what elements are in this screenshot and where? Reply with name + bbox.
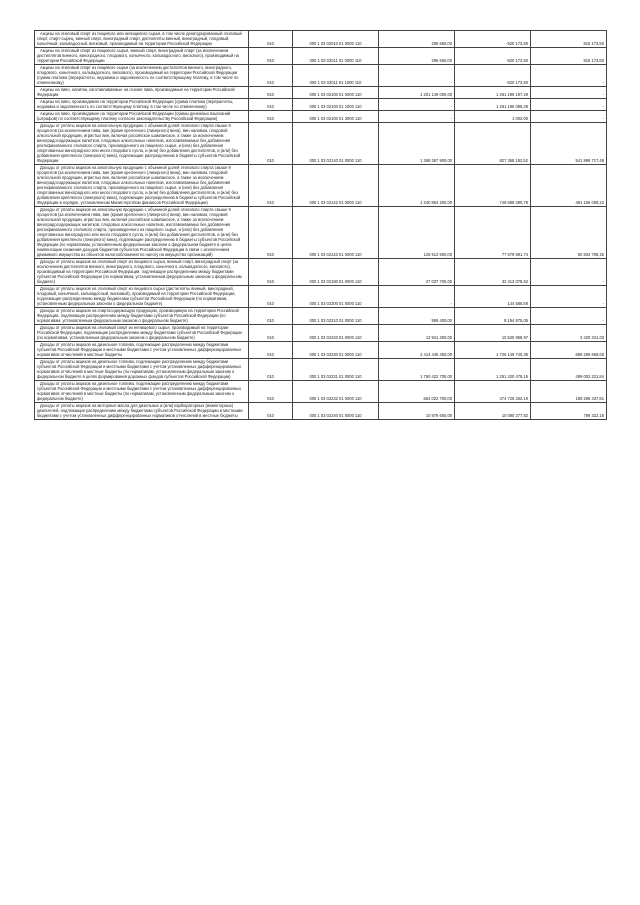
approved-amount-cell: 959 400,00	[379, 308, 455, 325]
indicator-name-cell: Доходы от уплаты акцизов на этиловый спирт из пищевого сырья (дистилляты винный, виноградный, плодовый, коньячный, кальвадосный, висковый), производимый на территории Российской Федерации, подлежащие распределению между бюджетами субъектов Российской Федерации (по нормативам, установленным федеральным законом о федеральном бюджете)	[35, 286, 249, 308]
unexecuted-amount-cell: -	[531, 259, 607, 286]
table-row	[35, 308, 607, 325]
executed-amount-cell: 749 688 290,78	[455, 165, 531, 207]
unexecuted-amount-cell: -	[531, 99, 607, 111]
executed-amount-cell: -520 173,50	[455, 65, 531, 87]
indicator-name-cell: Доходы от уплаты акцизов на этиловый спирт из пищевого сырья, винный спирт, виноградный спирт (за исключением дистиллятов винного, виноградного, плодового, коньячного, кальвадосного, вискового), производимый на территории Российской Федерации, подлежащие распределению между бюджетами субъектов Российской Федерации (по нормативам, установленным федеральным законом о федеральном бюджете)	[35, 259, 249, 286]
budget-code-cell: 000 1 03 02011 01 0000 110	[293, 48, 379, 65]
indicator-name-cell: Акцизы на этиловый спирт из пищевого или непищевого сырья, в том числе денатурированный этиловый спирт, спирт-сырец, винный спирт, виноградный спирт, дистилляты винный, виноградный, плодовый, коньячный, кальвадосный, висковый, производимый на территории Российской Федерации	[35, 31, 249, 48]
table-row	[35, 165, 607, 207]
executed-amount-cell: 144 586,58	[455, 286, 531, 308]
approved-amount-cell: 1 201 149 000,00	[379, 87, 455, 99]
indicator-name-cell: Доходы от уплаты акцизов на моторные масла для дизельных и (или) карбюраторных (инжекторных) двигателей, подлежащие распределению между бюджетами субъектов Российской Федерации и местными бюджетами с учетом установленных дифференцированных нормативов отчислений в местные бюджеты	[35, 403, 249, 420]
budget-code-cell: 000 1 03 02231 01 0000 110	[293, 359, 379, 381]
executed-amount-cell: -520 173,50	[455, 48, 531, 65]
budget-code-cell: 000 1 03 02100 01 0000 110	[293, 87, 379, 99]
unexecuted-amount-cell: 499 002 221,84	[531, 359, 607, 381]
executed-amount-cell: 1 002,00	[455, 111, 531, 123]
table-row	[35, 65, 607, 87]
line-code-cell: 010	[249, 286, 293, 308]
approved-amount-cell: -	[379, 111, 455, 123]
unexecuted-amount-cell: 50 833 708,26	[531, 207, 607, 259]
budget-code-cell: 000 1 03 02190 01 0000 110	[293, 259, 379, 286]
executed-amount-cell: 1 251 420 478,16	[455, 359, 531, 381]
line-code-cell: 010	[249, 259, 293, 286]
line-code-cell: 010	[249, 359, 293, 381]
indicator-name-cell: Акцизы на пиво, напитки, изготавливаемые на основе пива, производимые на территории Российской Федерации	[35, 87, 249, 99]
budget-code-cell: 000 1 03 02142 01 0000 110	[293, 165, 379, 207]
table-row	[35, 111, 607, 123]
indicator-name-cell: Акцизы на этиловый спирт из пищевого сырья (за исключением дистиллятов винного, виноградного, плодового, коньячного, кальвадосного, вискового), производимый на территории Российской Федерации (сумма платежа (перерасчеты, недоимка и задолженность по соответствующему платежу, в том числе по отмененному)	[35, 65, 249, 87]
line-code-cell: 010	[249, 65, 293, 87]
approved-amount-cell: 664 022 700,00	[379, 381, 455, 403]
line-code-cell: 010	[249, 308, 293, 325]
table-row	[35, 48, 607, 65]
budget-code-cell: 000 1 03 02140 01 0000 110	[293, 123, 379, 165]
executed-amount-cell: 1 261 196 095,29	[455, 99, 531, 111]
line-code-cell: 010	[249, 325, 293, 342]
executed-amount-cell: 474 726 262,19	[455, 381, 531, 403]
unexecuted-amount-cell: -	[531, 65, 607, 87]
unexecuted-amount-cell: 688 298 659,65	[531, 342, 607, 359]
line-code-cell: 010	[249, 99, 293, 111]
table-row	[35, 99, 607, 111]
indicator-name-cell: Доходы от уплаты акцизов на алкогольную продукцию с объемной долей этилового спирта свыше 9 процентов (за исключением пива, вин (кроме крепленого (ликерного) вина), вин наливом, плодовой алкогольной продукции, игристых вин, включая российское шампанское, а также за исключением виноградосодержащих напитков, плодовых алкогольных напитков, изготавливаемых без добавления ректификованного этилового спирта, произведенного из пищевого сырья, и (или) без добавления спиртованных виноградного или иного плодового сусла, и (или) без добавления дистиллятов, и (или) без добавления крепленого (ликерного) вина), подлежащие распределению в бюджеты субъектов Российской Федерации (по нормативам, установленным федеральным законом о федеральном бюджете в целях компенсации снижения доходов бюджетов субъектов Российской Федерации в связи с исключением движимого имущества из объектов налогообложения по налогу на имущество организаций)	[35, 207, 249, 259]
indicator-name-cell: Акцизы на пиво, производимое на территории Российской Федерации (суммы денежных взысканий (штрафов) по соответствующему платежу согласно законодательству Российской Федерации)	[35, 111, 249, 123]
executed-amount-cell: 10 520 958,97	[455, 325, 531, 342]
unexecuted-amount-cell: 815 173,50	[531, 48, 607, 65]
approved-amount-cell: -	[379, 99, 455, 111]
indicator-name-cell: Акцизы на этиловый спирт из пищевого сырья, винный спирт, виноградный спирт (за исключением дистиллятов винного, виноградного, плодового, коньячного, кальвадосного, вискового), производимый на территории Российской Федерации	[35, 48, 249, 65]
line-code-cell: 010	[249, 342, 293, 359]
executed-amount-cell: 10 080 277,82	[455, 403, 531, 420]
approved-amount-cell: 27 037 700,00	[379, 259, 455, 286]
indicator-name-cell: Доходы от уплаты акцизов на спиртосодержащую продукцию, производимую на территории Российской Федерации, подлежащие распределению между бюджетами субъектов Российской Федерации (по нормативам, установленным федеральным законом о федеральном бюджете)	[35, 308, 249, 325]
table-row	[35, 123, 607, 165]
approved-amount-cell: 1 750 422 700,00	[379, 359, 455, 381]
revenue-table	[34, 30, 607, 420]
executed-amount-cell: 77 679 891,74	[455, 207, 531, 259]
line-code-cell: 010	[249, 165, 293, 207]
report-page	[34, 30, 606, 420]
unexecuted-amount-cell: 491 166 009,22	[531, 165, 607, 207]
table-row	[35, 259, 607, 286]
executed-amount-cell: 32 413 078,62	[455, 259, 531, 286]
approved-amount-cell: 1 240 854 200,00	[379, 165, 455, 207]
table-row	[35, 359, 607, 381]
unexecuted-amount-cell: 541 999 717,48	[531, 123, 607, 165]
line-code-cell: 010	[249, 48, 293, 65]
budget-code-cell: 000 1 03 02100 01 3000 110	[293, 111, 379, 123]
table-row	[35, 381, 607, 403]
approved-amount-cell: -	[379, 65, 455, 87]
indicator-name-cell: Доходы от уплаты акцизов на алкогольную продукцию с объемной долей этилового спирта свыше 9 процентов (за исключением пива, вин (кроме крепленого (ликерного) вина), вин наливом, плодовой алкогольной продукции, игристых вин, включая российское шампанское, а также за исключением виноградосодержащих напитков, плодовых алкогольных напитков, изготавливаемых без добавления ректификованного этилового спирта, произведенного из пищевого сырья, и (или) без добавления спиртованных виноградного или иного плодового сусла, и (или) без добавления дистиллятов, и (или) без добавления крепленого (ликерного) вина), подлежащие распределению в бюджеты субъектов Российской Федерации в порядке, установленном Министерством финансов Российской Федерации)	[35, 165, 249, 207]
budget-code-cell: 000 1 03 02220 01 0000 110	[293, 325, 379, 342]
executed-amount-cell: 8 194 875,05	[455, 308, 531, 325]
budget-code-cell: 000 1 03 02230 01 0000 110	[293, 342, 379, 359]
unexecuted-amount-cell: 189 296 437,81	[531, 381, 607, 403]
approved-amount-cell: 10 879 600,00	[379, 403, 455, 420]
table-row	[35, 325, 607, 342]
unexecuted-amount-cell: 3 420 341,03	[531, 325, 607, 342]
budget-code-cell: 000 1 03 02200 01 0000 110	[293, 286, 379, 308]
budget-code-cell: 000 1 03 02143 01 0000 110	[293, 207, 379, 259]
indicator-name-cell: Доходы от уплаты акцизов на этиловый спирт из непищевого сырья, производимый на территории Российской Федерации, подлежащие распределению между бюджетами субъектов Российской Федерации (по нормативам, установленным федеральным законом о федеральном бюджете)	[35, 325, 249, 342]
line-code-cell: 010	[249, 87, 293, 99]
table-row	[35, 207, 607, 259]
budget-code-cell: 000 1 03 02210 01 0000 110	[293, 308, 379, 325]
budget-code-cell: 000 1 03 02232 01 0000 110	[293, 381, 379, 403]
unexecuted-amount-cell: -	[531, 87, 607, 99]
approved-amount-cell: 13 941 300,00	[379, 325, 455, 342]
table-row	[35, 286, 607, 308]
unexecuted-amount-cell: 799 322,18	[531, 403, 607, 420]
line-code-cell: 010	[249, 207, 293, 259]
approved-amount-cell: -	[379, 286, 455, 308]
indicator-name-cell: Доходы от уплаты акцизов на алкогольную продукцию с объемной долей этилового спирта свыше 9 процентов (за исключением пива, вин (кроме крепленого (ликерного) вина), вин наливом, плодовой алкогольной продукции, игристых вин, включая российское шампанское, а также за исключением виноградосодержащих напитков, плодовых алкогольных напитков, изготавливаемых без добавления ректификованного этилового спирта, произведенного из пищевого сырья, и (или) без добавления спиртованных виноградного или иного плодового сусла, и (или) без добавления дистиллятов, и (или) без добавления крепленого (ликерного) вина), подлежащие распределению в бюджеты субъектов Российской Федерации	[35, 123, 249, 165]
executed-amount-cell: 1 726 146 740,35	[455, 342, 531, 359]
unexecuted-amount-cell: 815 173,50	[531, 31, 607, 48]
line-code-cell: 010	[249, 31, 293, 48]
table-row	[35, 403, 607, 420]
unexecuted-amount-cell: -	[531, 286, 607, 308]
indicator-name-cell: Доходы от уплаты акцизов на дизельное топливо, подлежащие распределению между бюджетами субъектов Российской Федерации и местными бюджетами с учетом установленных дифференцированных нормативов отчислений в местные бюджеты	[35, 342, 249, 359]
line-code-cell: 010	[249, 123, 293, 165]
executed-amount-cell: -520 173,50	[455, 31, 531, 48]
table-row	[35, 87, 607, 99]
table-row	[35, 31, 607, 48]
table-row	[35, 342, 607, 359]
indicator-name-cell: Доходы от уплаты акцизов на дизельное топливо, подлежащие распределению между бюджетами субъектов Российской Федерации и местными бюджетами с учетом установленных дифференцированных нормативов отчислений в местные бюджеты (по нормативам, установленным федеральным законом о федеральном бюджете в целях формирования дорожных фондов субъектов Российской Федерации)	[35, 359, 249, 381]
line-code-cell: 010	[249, 403, 293, 420]
indicator-name-cell: Акцизы на пиво, производимое на территории Российской Федерации (сумма платежа (перерасчеты, недоимка и задолженность по соответствующему платежу, в том числе по отмененному)	[35, 99, 249, 111]
executed-amount-cell: 827 368 182,52	[455, 123, 531, 165]
budget-code-cell: 000 1 03 02011 01 1000 110	[293, 65, 379, 87]
unexecuted-amount-cell: -	[531, 308, 607, 325]
approved-amount-cell: 2 414 445 400,00	[379, 342, 455, 359]
executed-amount-cell: 1 261 199 197,29	[455, 87, 531, 99]
approved-amount-cell: 295 660,00	[379, 31, 455, 48]
budget-code-cell: 000 1 03 02240 01 0000 110	[293, 403, 379, 420]
line-code-cell: 010	[249, 381, 293, 403]
unexecuted-amount-cell: -	[531, 111, 607, 123]
approved-amount-cell: 295 660,00	[379, 48, 455, 65]
approved-amount-cell: 128 513 600,00	[379, 207, 455, 259]
budget-code-cell: 000 1 03 02010 01 0000 110	[293, 31, 379, 48]
indicator-name-cell: Доходы от уплаты акцизов на дизельное топливо, подлежащие распределению между бюджетами субъектов Российской Федерации и местными бюджетами с учетом установленных дифференцированных нормативов отчислений в местные бюджеты (по нормативам, установленным федеральным законом о федеральном бюджете)	[35, 381, 249, 403]
budget-code-cell: 000 1 03 02100 01 1000 110	[293, 99, 379, 111]
approved-amount-cell: 1 369 367 900,00	[379, 123, 455, 165]
line-code-cell: 010	[249, 111, 293, 123]
